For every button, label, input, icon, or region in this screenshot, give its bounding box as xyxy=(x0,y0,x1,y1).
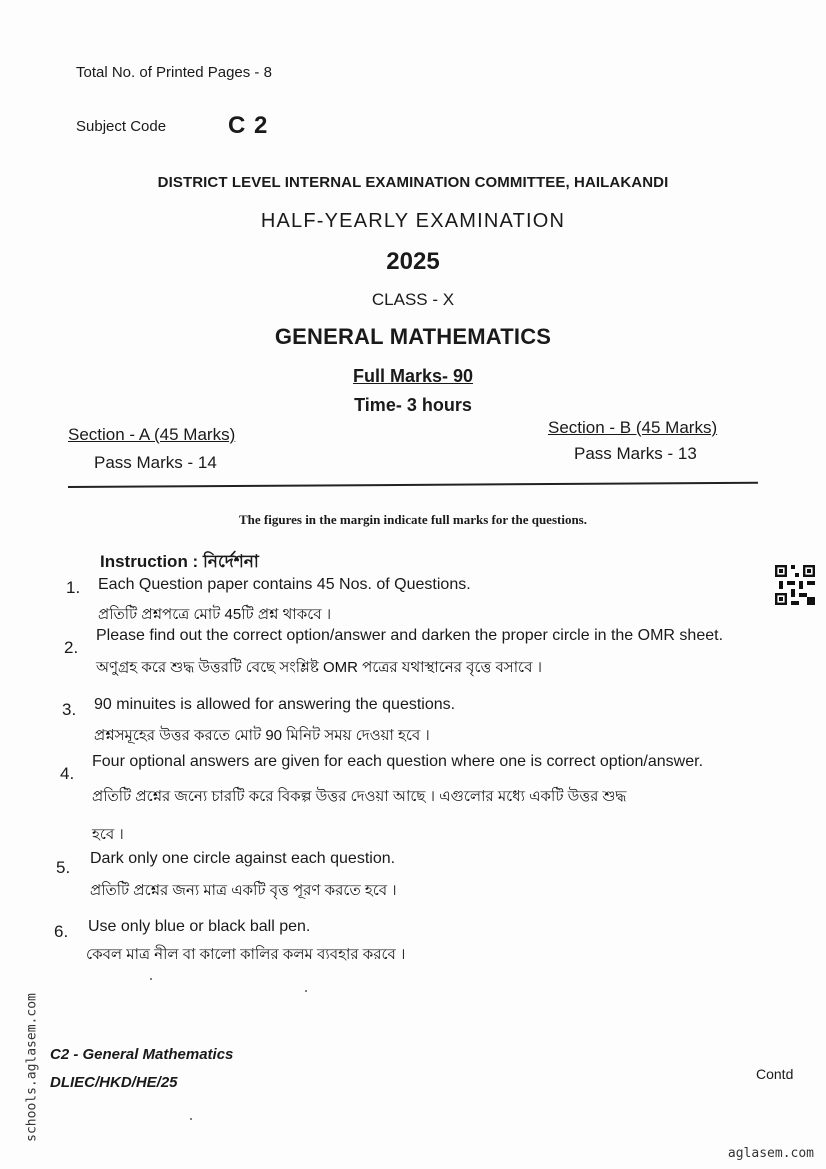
section-a-title: Section - A (45 Marks) xyxy=(68,425,236,444)
instruction-number: 2. xyxy=(64,638,79,657)
time-allowed: Time- 3 hours xyxy=(354,395,472,415)
qr-code-icon xyxy=(775,565,815,605)
instruction-number: 6. xyxy=(54,922,69,941)
instructions-title: Instruction : নির্দেশনা xyxy=(100,552,259,571)
instruction-number: 1. xyxy=(66,578,81,597)
instruction-text-en: Please find out the correct option/answer and darken the proper circle in the OMR sheet. xyxy=(96,627,724,644)
full-marks: Full Marks- 90 xyxy=(352,366,474,386)
instruction-text-bn: অণুগ্রহ করে শুদ্ধ উত্তরটি বেছে সংশ্লিষ্ট OMR পত্রের যথাস্থানের বৃত্তে বসাবে । xyxy=(96,659,542,676)
marks-note: The figures in the margin indicate full marks for the questions. xyxy=(238,512,587,527)
instruction-number: 4. xyxy=(60,764,75,783)
subject-code-label: Subject Code xyxy=(76,118,167,135)
exam-year: 2025 xyxy=(386,248,440,275)
footer-paper-name: C2 - General Mathematics xyxy=(50,1046,234,1063)
instruction-text-bn: প্রতিটি প্রশ্নপত্রে মোট 45টি প্রশ্ন থাকবে । xyxy=(98,606,332,623)
side-watermark: schools.aglasem.com xyxy=(24,993,40,1142)
scan-speck xyxy=(150,978,152,980)
instruction-text-en: Each Question paper contains 45 Nos. of Questions. xyxy=(98,576,471,593)
header-divider xyxy=(68,482,758,488)
bottom-watermark: aglasem.com xyxy=(727,1146,814,1161)
instruction-text-en: 90 minuites is allowed for answering the questions. xyxy=(94,696,456,713)
instruction-number: 5. xyxy=(56,858,71,877)
printed-pages-count: Total No. of Printed Pages - 8 xyxy=(76,64,272,81)
footer-paper-code: DLIEC/HKD/HE/25 xyxy=(50,1074,178,1091)
continued-label: Contd xyxy=(756,1066,794,1082)
instruction-text-en: Use only blue or black ball pen. xyxy=(88,918,311,935)
instruction-text-bn: প্রতিটি প্রশ্নের জন্য মাত্র একটি বৃত্ত পূরণ করতে হবে । xyxy=(90,882,397,899)
instruction-text-bn-cont: হবে । xyxy=(92,826,124,843)
subject-title: GENERAL MATHEMATICS xyxy=(274,324,552,349)
scan-speck xyxy=(190,1118,192,1120)
instruction-text-en: Four optional answers are given for each question where one is correct option/answer. xyxy=(92,753,704,770)
exam-name: HALF-YEARLY EXAMINATION xyxy=(260,210,566,232)
committee-name: DISTRICT LEVEL INTERNAL EXAMINATION COMMITTEE, HAILAKANDI xyxy=(157,174,669,191)
section-b-pass-marks: Pass Marks - 13 xyxy=(574,444,697,463)
instruction-text-en: Dark only one circle against each question. xyxy=(90,850,396,867)
instruction-text-bn: প্রশ্নসমূহের উত্তর করতে মোট 90 মিনিট সময় দেওয়া হবে । xyxy=(94,727,430,744)
section-a-pass-marks: Pass Marks - 14 xyxy=(94,453,217,472)
instruction-text-bn: প্রতিটি প্রশ্নের জন্যে চারটি করে বিকল্প উত্তর দেওয়া আছে । এগুলোর মধ্যে একটি উত্তর শুদ্ধ xyxy=(92,788,627,805)
section-b-title: Section - B (45 Marks) xyxy=(548,418,718,437)
instruction-text-bn: কেবল মাত্র নীল বা কালো কালির কলম ব্যবহার করবে । xyxy=(86,946,406,963)
instruction-number: 3. xyxy=(62,700,77,719)
subject-code: C 2 xyxy=(228,112,269,139)
scan-speck xyxy=(305,990,307,992)
class-label: CLASS - X xyxy=(371,290,455,309)
